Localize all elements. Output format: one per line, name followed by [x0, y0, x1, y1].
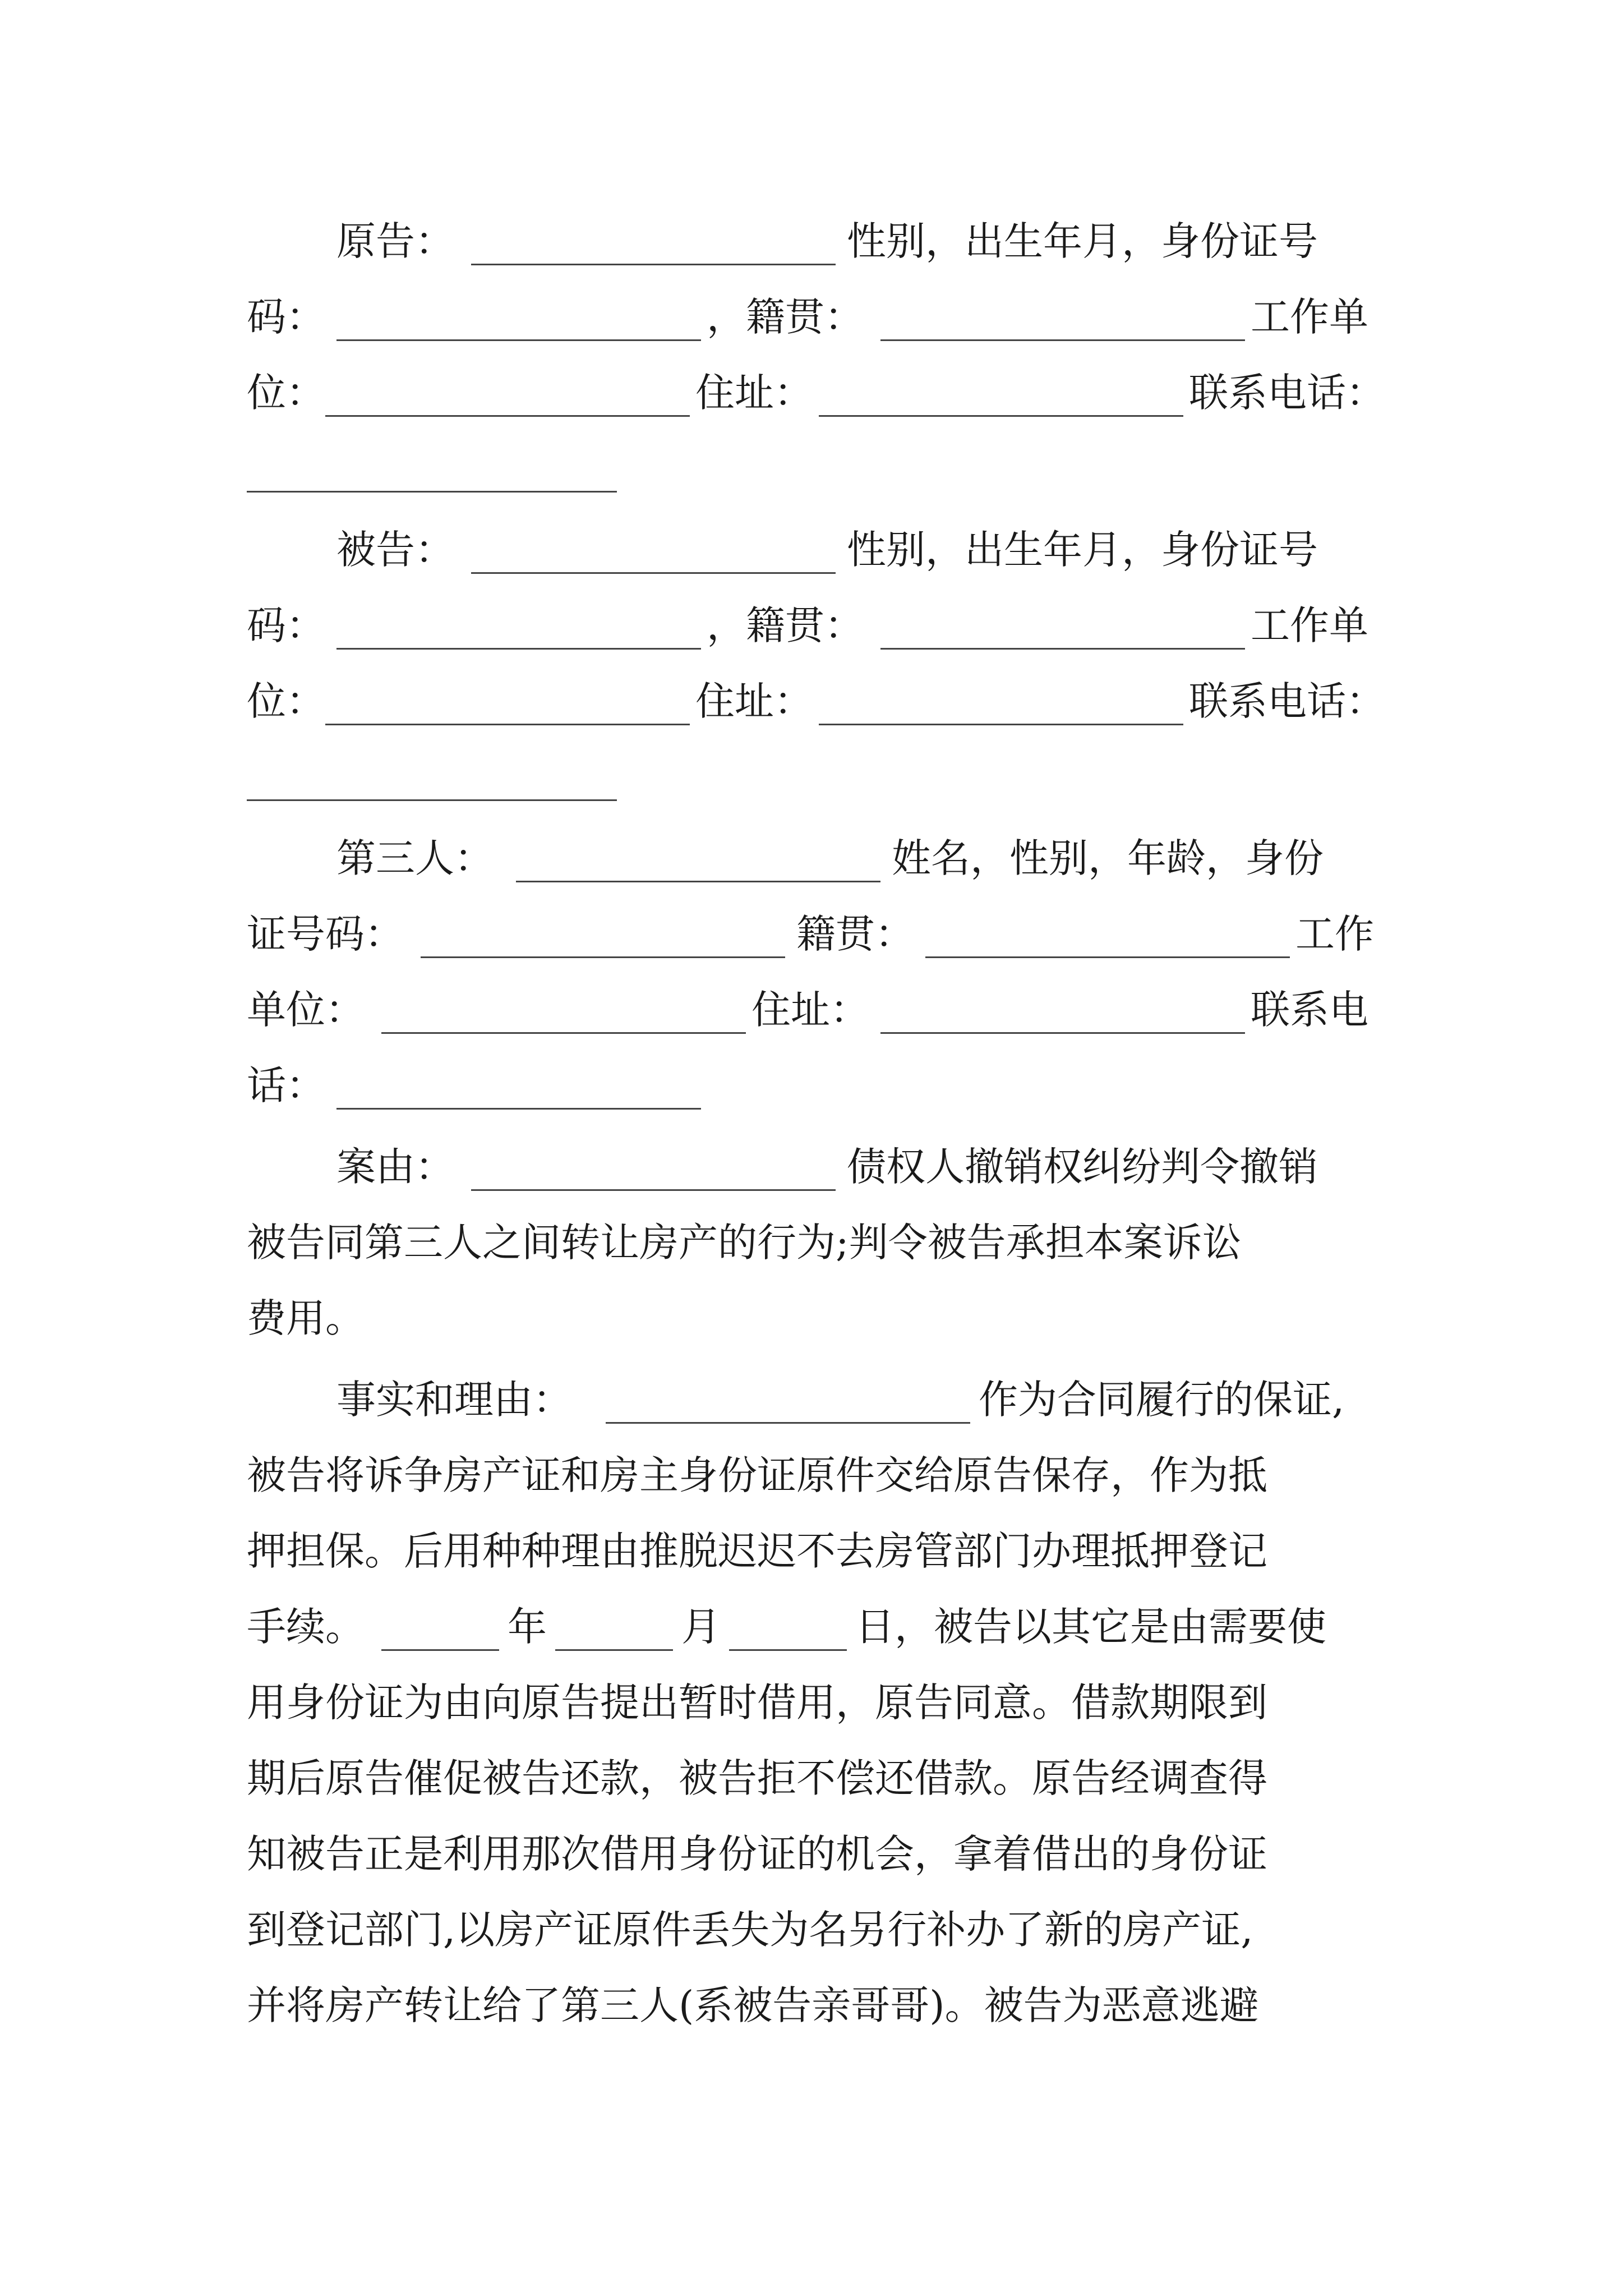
third-party-text-4: 工作	[1295, 911, 1374, 957]
third-party-phone-blank[interactable]	[336, 1108, 701, 1110]
defendant-id-blank[interactable]	[336, 648, 701, 650]
cause-text-1: 债权人撤销权纠纷判令撤销	[847, 1144, 1318, 1190]
facts-text-4d: 日，被告以其它是由需要使	[855, 1604, 1326, 1650]
facts-line-4	[0, 1596, 1623, 1658]
third-party-text-8: 话：	[247, 1062, 325, 1108]
plaintiff-id-blank[interactable]	[336, 339, 701, 341]
plaintiff-origin-blank[interactable]	[880, 339, 1245, 341]
plaintiff-line-3	[0, 362, 1623, 424]
plaintiff-text-5: 位：	[247, 370, 325, 416]
plaintiff-phone-blank[interactable]	[247, 491, 617, 493]
plaintiff-text-1: 性别，出生年月，身份证号	[847, 218, 1318, 264]
plaintiff-name-blank[interactable]	[471, 264, 836, 265]
defendant-text-2: 码：	[247, 602, 325, 648]
plaintiff-employer-blank[interactable]	[325, 415, 690, 417]
facts-line-9	[0, 1975, 1623, 2036]
third-party-line-2	[0, 903, 1623, 965]
third-party-name-blank[interactable]	[516, 881, 880, 882]
plaintiff-text-7: 联系电话：	[1189, 370, 1385, 416]
facts-text-4b: 年	[508, 1604, 547, 1650]
defendant-origin-blank[interactable]	[880, 648, 1245, 650]
facts-line-3	[0, 1520, 1623, 1582]
plaintiff-address-blank[interactable]	[819, 415, 1183, 417]
facts-text-5: 用身份证为由向原告提出暂时借用，原告同意。借款期限到	[247, 1680, 1267, 1726]
plaintiff-line-1	[0, 210, 1623, 272]
facts-text-4c: 月	[681, 1604, 721, 1650]
plaintiff-label: 原告：	[336, 218, 454, 264]
third-party-id-blank[interactable]	[421, 956, 785, 958]
third-party-employer-blank[interactable]	[381, 1032, 746, 1034]
facts-line-7	[0, 1823, 1623, 1885]
plaintiff-text-2: 码：	[247, 294, 325, 340]
facts-text-9: 并将房产转让给了第三人(系被告亲哥哥)。被告为恶意逃避	[247, 1982, 1259, 2028]
defendant-line-3	[0, 670, 1623, 732]
plaintiff-text-3: ，籍贯：	[707, 294, 864, 340]
defendant-employer-blank[interactable]	[325, 724, 690, 725]
cause-blank[interactable]	[471, 1189, 836, 1191]
defendant-text-6: 住址：	[695, 678, 813, 724]
defendant-line-2	[0, 595, 1623, 656]
year-blank[interactable]	[381, 1649, 499, 1651]
defendant-text-4: 工作单	[1251, 602, 1368, 648]
cause-line-3	[0, 1287, 1623, 1349]
facts-line-6	[0, 1747, 1623, 1809]
third-party-text-1: 姓名，性别，年龄，身份	[892, 835, 1324, 881]
cause-line-2	[0, 1212, 1623, 1273]
third-party-line-1	[0, 827, 1623, 889]
cause-text-3: 费用。	[247, 1295, 365, 1341]
cause-label: 案由：	[336, 1144, 454, 1190]
defendant-line-1	[0, 519, 1623, 581]
facts-line-5	[0, 1672, 1623, 1733]
facts-text-4a: 手续。	[247, 1604, 365, 1650]
facts-text-1: 作为合同履行的保证,	[979, 1377, 1345, 1423]
facts-text-2: 被告将诉争房产证和房主身份证原件交给原告保存，作为抵	[247, 1452, 1267, 1498]
defendant-text-5: 位：	[247, 678, 325, 724]
defendant-text-3: ，籍贯：	[707, 602, 864, 648]
third-party-text-3: 籍贯：	[796, 911, 914, 957]
cause-line-1	[0, 1136, 1623, 1198]
plaintiff-text-4: 工作单	[1251, 294, 1368, 340]
month-blank[interactable]	[555, 1649, 673, 1651]
defendant-name-blank[interactable]	[471, 572, 836, 574]
facts-line-2	[0, 1444, 1623, 1506]
third-party-text-7: 联系电	[1251, 987, 1368, 1033]
third-party-address-blank[interactable]	[880, 1032, 1245, 1034]
defendant-label: 被告：	[336, 527, 454, 573]
third-party-text-5: 单位：	[247, 987, 365, 1033]
day-blank[interactable]	[729, 1649, 847, 1651]
third-party-origin-blank[interactable]	[925, 956, 1290, 958]
facts-label: 事实和理由：	[336, 1377, 572, 1423]
defendant-text-1: 性别，出生年月，身份证号	[847, 527, 1318, 573]
defendant-address-blank[interactable]	[819, 724, 1183, 725]
plaintiff-text-6: 住址：	[695, 370, 813, 416]
third-party-text-2: 证号码：	[247, 911, 404, 957]
facts-line-1	[0, 1369, 1623, 1430]
facts-text-6: 期后原告催促被告还款，被告拒不偿还借款。原告经调查得	[247, 1755, 1267, 1801]
facts-text-7: 知被告正是利用那次借用身份证的机会，拿着借出的身份证	[247, 1831, 1267, 1877]
third-party-line-4	[0, 1055, 1623, 1116]
facts-text-8: 到登记部门,以房产证原件丢失为名另行补办了新的房产证,	[247, 1907, 1253, 1953]
facts-blank[interactable]	[606, 1422, 970, 1424]
plaintiff-line-2	[0, 286, 1623, 348]
third-party-line-3	[0, 979, 1623, 1041]
defendant-text-7: 联系电话：	[1189, 678, 1385, 724]
facts-text-3: 押担保。后用种种理由推脱迟迟不去房管部门办理抵押登记	[247, 1528, 1267, 1574]
cause-text-2: 被告同第三人之间转让房产的行为;判令被告承担本案诉讼	[247, 1220, 1242, 1266]
facts-line-8	[0, 1899, 1623, 1961]
third-party-label: 第三人：	[336, 835, 494, 881]
defendant-phone-blank[interactable]	[247, 799, 617, 801]
third-party-text-6: 住址：	[751, 987, 869, 1033]
